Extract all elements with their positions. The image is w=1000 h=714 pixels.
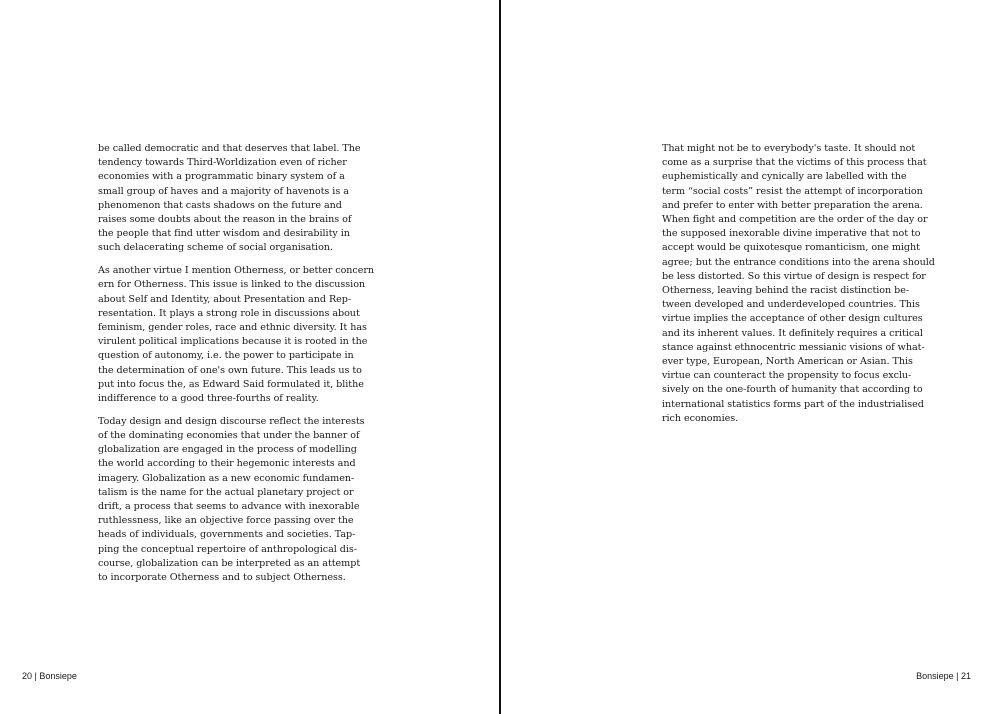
text-line: talism is the name for the actual planetary project or	[98, 486, 354, 498]
left-text-column	[98, 142, 375, 594]
text-line: be called democratic and that deserves that label. The	[98, 143, 361, 154]
text-line: come as a surprise that the victims of this process that	[662, 157, 927, 169]
text-line: and prefer to enter with better preparation the arena.	[662, 199, 923, 211]
text-line: be less distorted. So this virtue of design is respect for	[662, 270, 926, 282]
text-line: course, globalization can be interpreted as an attempt	[98, 557, 361, 569]
text-line: phenomenon that casts shadows on the future and	[98, 199, 342, 211]
text-line: That might not be to everybody's taste. It should not	[662, 143, 916, 154]
text-line: As another virtue I mention Otherness, or better concern	[98, 265, 375, 277]
text-line: of the dominating economies that under the banner of	[98, 430, 360, 442]
text-line: ever type, European, North American or Asian. This	[662, 356, 913, 368]
text-line: tendency towards Third-Worldization even of richer	[98, 157, 347, 169]
text-line: resentation. It plays a strong role in discussions about	[98, 307, 360, 319]
text-line: virtue implies the acceptance of other design cultures	[662, 313, 923, 325]
text-line: sively on the one-fourth of humanity that according to	[662, 384, 923, 396]
text-line: imagery. Globalization as a new economic fundamen-	[98, 472, 355, 484]
text-line: globalization are engaged in the process of modelling	[98, 444, 357, 456]
text-line: the supposed inexorable divine imperative that not to	[662, 228, 921, 240]
page-number-left: 20 | Bonsiepe	[22, 671, 77, 681]
text-line: drift, a process that seems to advance with inexorable	[98, 501, 360, 513]
paragraph	[98, 415, 365, 585]
text-line: ping the conceptual repertoire of anthropological dis-	[98, 543, 357, 555]
page-number-right: Bonsiepe | 21	[916, 671, 971, 681]
text-line: ruthlessness, like an objective force passing over the	[98, 515, 354, 527]
text-line: tween developed and underdeveloped countries. This	[662, 299, 920, 311]
paragraph	[98, 142, 361, 256]
text-line: to incorporate Otherness and to subject Otherness.	[98, 572, 346, 584]
text-line: question of autonomy, i.e. the power to participate in	[98, 350, 354, 362]
text-line: raises some doubts about the reason in the brains of	[98, 214, 352, 226]
paragraph	[98, 264, 375, 406]
text-line: euphemistically and cynically are labelled with the	[662, 171, 907, 183]
paragraph	[662, 142, 935, 426]
text-line: When fight and competition are the order of the day or	[662, 214, 928, 226]
text-line: economies with a programmatic binary system of a	[98, 171, 345, 183]
text-line: feminism, gender roles, race and ethnic diversity. It has	[98, 322, 367, 334]
text-line: virtue can counteract the propensity to focus exclu-	[662, 370, 912, 382]
text-line: accept would be quixotesque romanticism, one might	[662, 242, 920, 254]
right-text-column	[662, 142, 935, 435]
text-line: small group of haves and a majority of havenots is a	[98, 185, 349, 197]
text-line: put into focus the, as Edward Said formulated it, blithe	[98, 378, 364, 390]
text-line: virulent political implications because it is rooted in the	[98, 336, 368, 348]
text-line: the world according to their hegemonic interests and	[98, 458, 356, 470]
text-line: Otherness, leaving behind the racist distinction be-	[662, 285, 910, 297]
left-page	[0, 0, 499, 714]
right-page	[501, 0, 1000, 714]
text-line: heads of individuals, governments and societies. Tap-	[98, 529, 356, 541]
text-line: stance against ethnocentric messianic visions of what-	[662, 341, 925, 353]
text-line: ern for Otherness. This issue is linked to the discussion	[98, 279, 366, 291]
text-line: rich economies.	[662, 412, 739, 424]
text-line: indifference to a good three-fourths of reality.	[98, 393, 319, 405]
text-line: the determination of one's own future. This leads us to	[98, 364, 362, 376]
text-line: international statistics forms part of the industrialised	[662, 398, 924, 410]
text-line: about Self and Identity, about Presentation and Rep-	[98, 293, 352, 305]
text-line: term “social costs” resist the attempt of incorporation	[662, 185, 923, 197]
text-line: Today design and design discourse reflect the interests	[98, 415, 365, 427]
text-line: such delacerating scheme of social organisation.	[98, 242, 333, 254]
text-line: the people that find utter wisdom and desirability in	[98, 228, 350, 240]
text-line: and its inherent values. It definitely requires a critical	[662, 327, 923, 339]
text-line: agree; but the entrance conditions into the arena should	[662, 256, 935, 268]
